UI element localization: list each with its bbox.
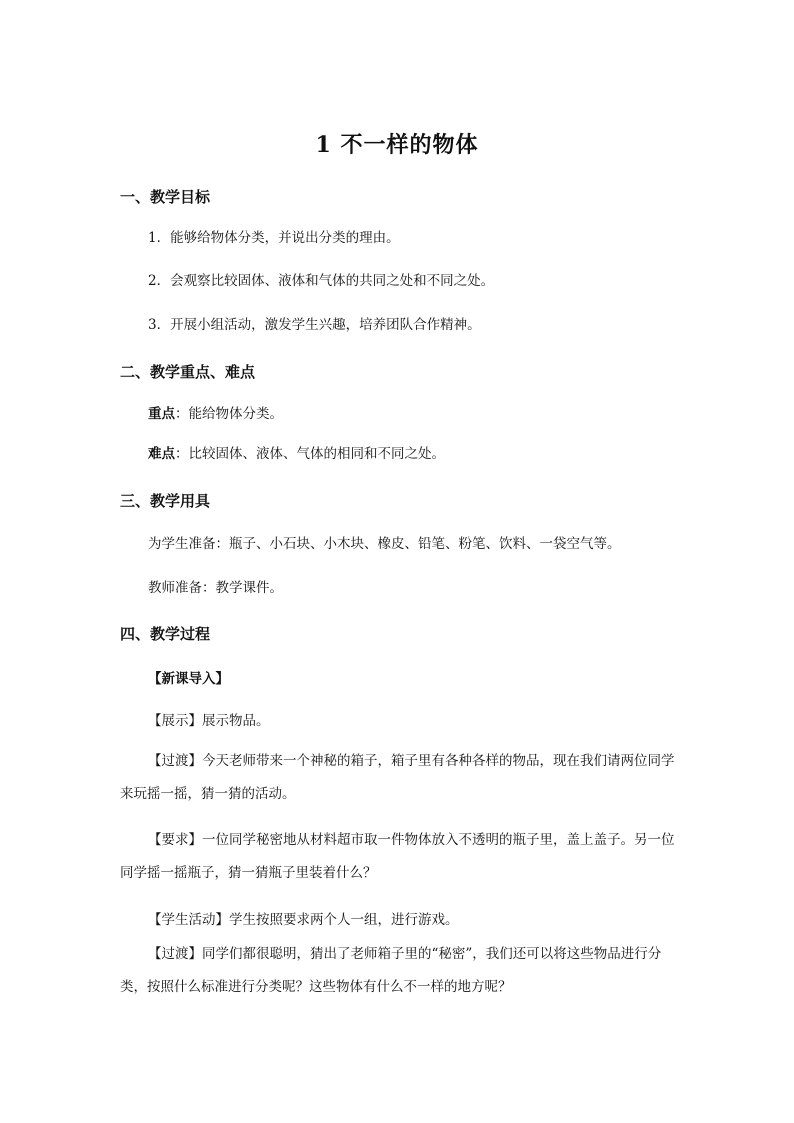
goal-item-1: 1．能够给物体分类，并说出分类的理由。: [148, 230, 400, 246]
transition2-text: 同学们都很聪明，猜出了老师箱子里的“秘密”，我们还可以将这些物品进行分类，按照什么标准进行分类呢？这些物体有什么不一样的地方呢？: [120, 946, 662, 995]
transition1-text: 今天老师带来一个神秘的箱子，箱子里有各种各样的物品，现在我们请两位同学来玩摇一摇，猜一猜的活动。: [120, 753, 675, 802]
heading-keypoints: 二、教学重点、难点: [120, 363, 256, 381]
process-transition-1: [120, 745, 680, 811]
show-text: 展示物品。: [202, 713, 270, 729]
tools-teacher: 教师准备：教学课件。: [148, 580, 283, 596]
process-requirement: [120, 824, 680, 890]
heading-process: 四、教学过程: [120, 625, 211, 643]
heading-tools: 三、教学用具: [120, 492, 211, 510]
activity-tag: 【学生活动】: [148, 912, 229, 928]
process-show: [148, 711, 270, 731]
focus-line: [148, 404, 283, 424]
process-student-activity: [148, 910, 459, 930]
show-tag: 【展示】: [148, 713, 202, 729]
activity-text: 学生按照要求两个人一组，进行游戏。: [229, 912, 459, 928]
transition1-tag: 【过渡】: [148, 753, 202, 769]
require-text: 一位同学秘密地从材料超市取一件物体放入不透明的瓶子里，盖上盖子。另一位同学摇一摇瓶子，猜一猜瓶子里装着什么？: [120, 832, 675, 881]
difficulty-line: [148, 444, 445, 464]
difficulty-text: ：比较固体、液体、气体的相同和不同之处。: [175, 446, 445, 462]
difficulty-label: 难点: [148, 446, 175, 462]
heading-goals: 一、教学目标: [120, 188, 211, 206]
transition2-tag: 【过渡】: [148, 946, 202, 962]
page-title: 1 不一样的物体: [315, 132, 479, 158]
goal-item-3: 3．开展小组活动，激发学生兴趣，培养团队合作精神。: [148, 317, 481, 333]
process-intro: 【新课导入】: [148, 671, 229, 687]
focus-label: 重点: [148, 406, 175, 422]
focus-text: ：能给物体分类。: [175, 406, 283, 422]
tools-student: 为学生准备：瓶子、小石块、小木块、橡皮、铅笔、粉笔、饮料、一袋空气等。: [148, 536, 621, 552]
require-tag: 【要求】: [148, 832, 202, 848]
process-transition-2: [120, 938, 680, 1004]
goal-item-2: 2．会观察比较固体、液体和气体的共同之处和不同之处。: [148, 273, 495, 289]
